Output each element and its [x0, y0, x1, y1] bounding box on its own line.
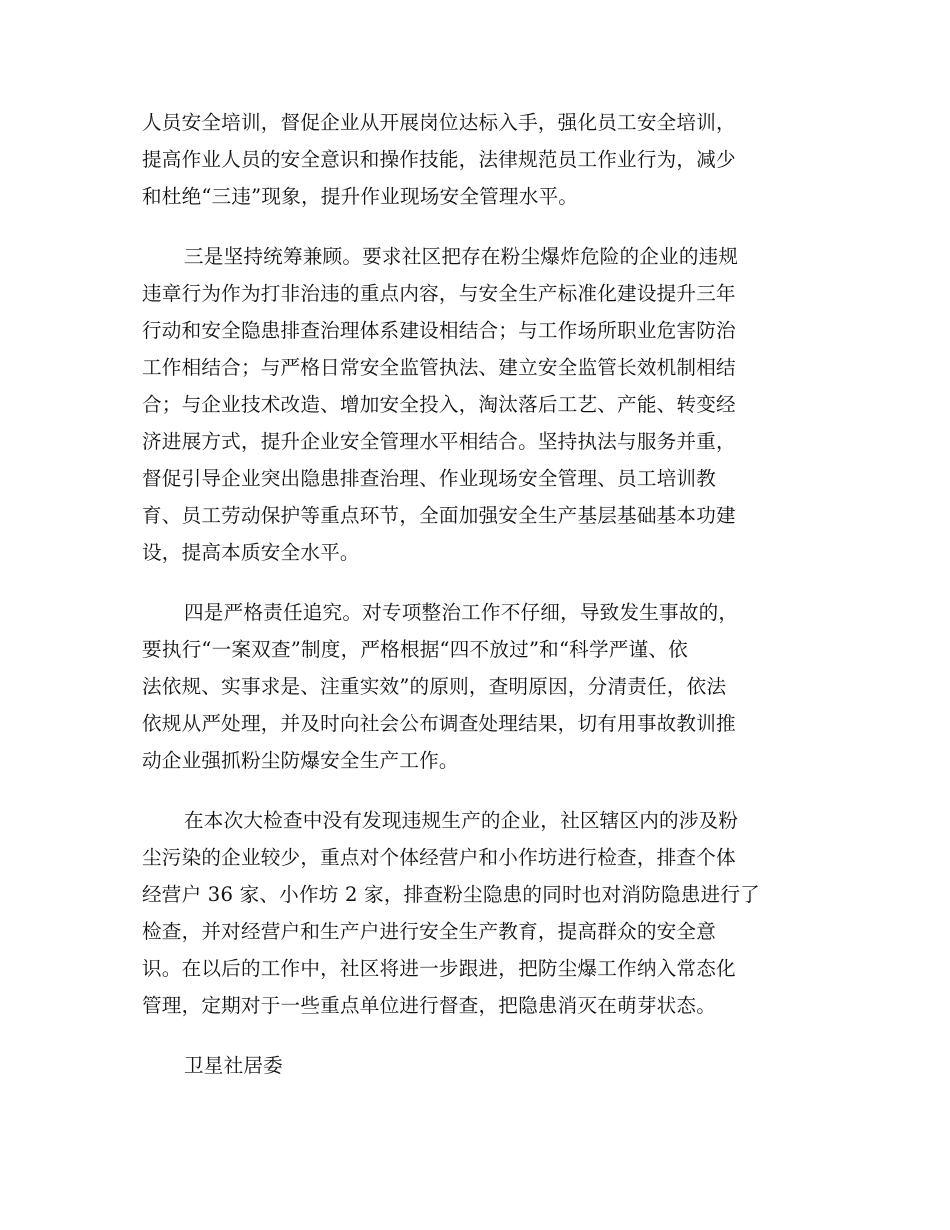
paragraph-overall-planning	[142, 238, 810, 571]
paragraph-line: 法依规、实事求是、注重实效”的原则，查明原因，分清责任，依法	[142, 675, 727, 698]
paragraph-line: 育、员工劳动保护等重点环节，全面加强安全生产基层基础基本功建	[142, 504, 736, 527]
paragraph-line: 三是坚持统筹兼顾。要求社区把存在粉尘爆炸危险的企业的违规	[184, 245, 739, 268]
paragraph-accountability	[142, 594, 810, 779]
paragraph-line: 违章行为作为打非治违的重点内容，与安全生产标准化建设提升三年	[142, 282, 736, 305]
paragraph-line: 督促引导企业突出隐患排查治理、作业现场安全管理、员工培训教	[142, 467, 717, 490]
paragraph-line: 设，提高本质安全水平。	[142, 541, 360, 564]
paragraph-inspection-results	[142, 802, 810, 1024]
paragraph-line: 合；与企业技术改造、增加安全投入，淘汰落后工艺、产能、转变经	[142, 393, 736, 416]
paragraph-line: 要执行“一案双查”制度，严格根据“四不放过”和“科学严谨、依	[142, 638, 688, 661]
paragraph-line: 济进展方式，提升企业安全管理水平相结合。坚持执法与服务并重，	[142, 430, 736, 453]
paragraph-line: 行动和安全隐患排查治理体系建设相结合；与工作场所职业危害防治	[142, 319, 736, 342]
paragraph-training	[142, 104, 810, 215]
paragraph-line: 识。在以后的工作中，社区将进一步跟进，把防尘爆工作纳入常态化	[142, 957, 736, 980]
paragraph-line: 提高作业人员的安全意识和操作技能，法律规范员工作业行为，减少	[142, 148, 736, 171]
paragraph-line: 四是严格责任追究。对专项整治工作不仔细，导致发生事故的，	[184, 601, 739, 624]
paragraph-line: 尘污染的企业较少，重点对个体经营户和小作坊进行检查，排查个体	[142, 846, 736, 869]
paragraph-line: 工作相结合；与严格日常安全监管执法、建立安全监管长效机制相结	[142, 356, 736, 379]
paragraph-line: 依规从严处理，并及时向社会公布调查处理结果，切有用事故教训推	[142, 712, 736, 735]
paragraph-line: 和杜绝“三违”现象，提升作业现场安全管理水平。	[142, 185, 579, 208]
paragraph-line: 检查，并对经营户和生产户进行安全生产教育，提高群众的安全意	[142, 920, 717, 943]
paragraph-line: 人员安全培训，督促企业从开展岗位达标入手，强化员工安全培训，	[142, 111, 736, 134]
paragraph-line: 动企业强抓粉尘防爆安全生产工作。	[142, 749, 459, 772]
paragraph-line: 在本次大检查中没有发现违规生产的企业，社区辖区内的涉及粉	[184, 809, 739, 832]
signature: 卫星社居委	[184, 1054, 283, 1077]
document-page	[142, 104, 810, 1084]
paragraph-line: 经营户 36 家、小作坊 2 家，排查粉尘隐患的同时也对消防隐患进行了	[142, 883, 760, 906]
paragraph-line: 管理，定期对于一些重点单位进行督查，把隐患消灭在萌芽状态。	[142, 994, 717, 1017]
